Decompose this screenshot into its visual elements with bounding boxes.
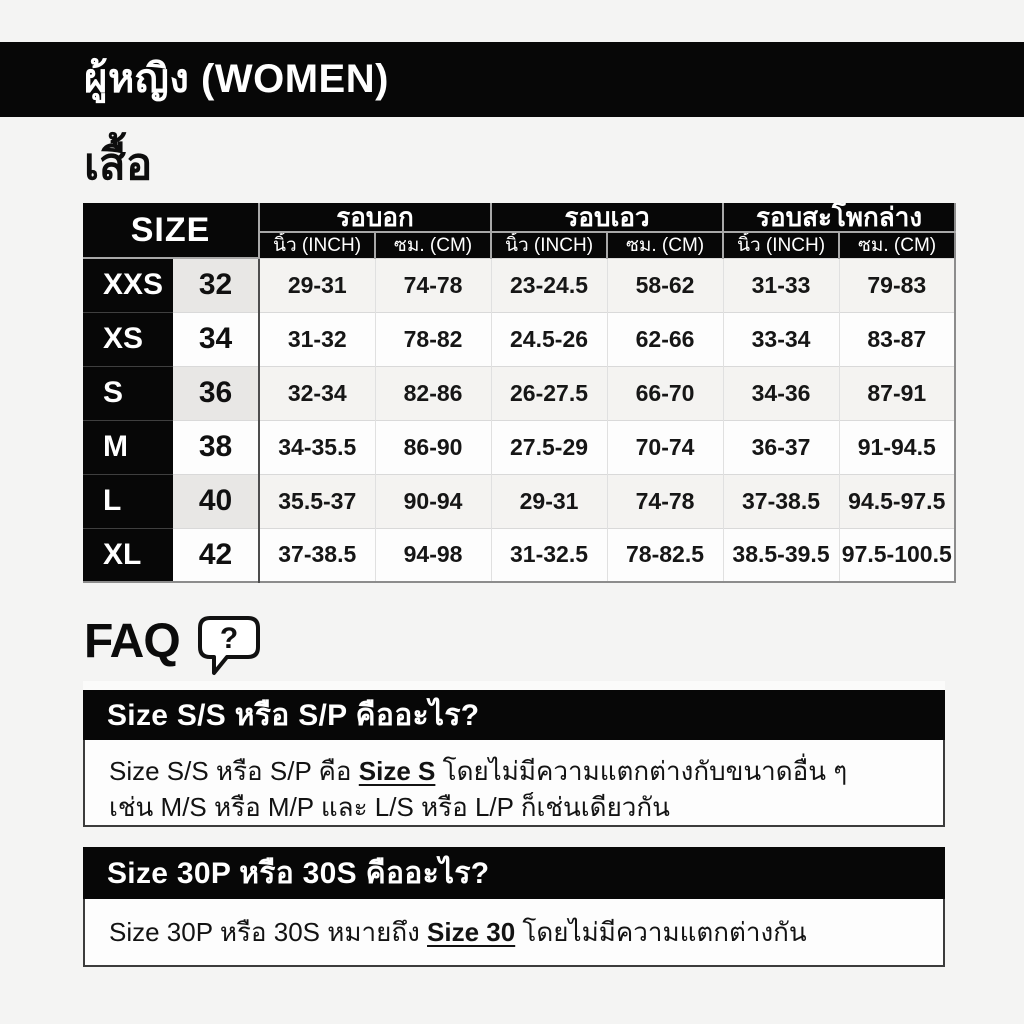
size-label-cell: XS [83, 312, 173, 366]
measure-cell: 94-98 [375, 528, 491, 582]
table-row-xs [83, 312, 955, 366]
measure-cell: 32-34 [259, 366, 375, 420]
faq-answer-text: Size 30P หรือ 30S หมายถึง [109, 917, 428, 947]
size-label-cell: L [83, 474, 173, 528]
measure-cell: 31-32 [259, 312, 375, 366]
faq-heading-row [84, 615, 262, 683]
size-label-cell: M [83, 420, 173, 474]
measure-cell: 29-31 [259, 258, 375, 312]
size-corner-header: SIZE [83, 203, 259, 258]
faq-box-top-strip [83, 681, 945, 690]
size-label-cell: XXS [83, 258, 173, 312]
faq-question-bar: Size S/S หรือ S/P คืออะไร? [83, 690, 945, 740]
group-header-waist: รอบเอว [491, 203, 723, 232]
measure-cell: 97.5-100.5 [839, 528, 955, 582]
question-bubble-icon [196, 614, 262, 683]
measure-cell: 74-78 [375, 258, 491, 312]
svg-text:?: ? [219, 622, 238, 655]
table-row-xl [83, 528, 955, 582]
size-number-cell: 40 [173, 474, 259, 528]
measure-cell: 94.5-97.5 [839, 474, 955, 528]
measure-cell: 34-36 [723, 366, 839, 420]
measure-cell: 78-82 [375, 312, 491, 366]
size-number-cell: 34 [173, 312, 259, 366]
measure-cell: 38.5-39.5 [723, 528, 839, 582]
table-row-m [83, 420, 955, 474]
unit-header-waist-inch: นิ้ว (INCH) [491, 232, 607, 258]
measure-cell: 24.5-26 [491, 312, 607, 366]
measure-cell: 26-27.5 [491, 366, 607, 420]
measure-cell: 29-31 [491, 474, 607, 528]
faq-answer-text: โดยไม่มีความแตกต่างกับขนาดอื่น ๆ [435, 756, 848, 786]
size-number-cell: 36 [173, 366, 259, 420]
table-row-s [83, 366, 955, 420]
measure-cell: 78-82.5 [607, 528, 723, 582]
measure-cell: 90-94 [375, 474, 491, 528]
group-header-lower-hip: รอบสะโพกล่าง [723, 203, 955, 232]
measure-cell: 33-34 [723, 312, 839, 366]
measure-cell: 70-74 [607, 420, 723, 474]
table-row-l [83, 474, 955, 528]
unit-header-hip-inch: นิ้ว (INCH) [723, 232, 839, 258]
faq-item-1 [83, 690, 945, 827]
size-number-cell: 42 [173, 528, 259, 582]
measure-cell: 31-32.5 [491, 528, 607, 582]
size-number-cell: 32 [173, 258, 259, 312]
faq-heading: FAQ [84, 615, 180, 668]
faq-answer-text: โดยไม่มีความแตกต่างกัน [515, 917, 807, 947]
unit-header-chest-cm: ซม. (CM) [375, 232, 491, 258]
measure-cell: 82-86 [375, 366, 491, 420]
measure-cell: 37-38.5 [723, 474, 839, 528]
faq-answer [83, 899, 945, 967]
measure-cell: 79-83 [839, 258, 955, 312]
measure-cell: 87-91 [839, 366, 955, 420]
page-title: ผู้หญิง (WOMEN) [84, 57, 389, 101]
size-number-cell: 38 [173, 420, 259, 474]
measure-cell: 31-33 [723, 258, 839, 312]
faq-question-bar: Size 30P หรือ 30S คืออะไร? [83, 847, 945, 899]
measure-cell: 35.5-37 [259, 474, 375, 528]
faq-answer-highlight: Size S [358, 756, 436, 786]
unit-header-chest-inch: นิ้ว (INCH) [259, 232, 375, 258]
measure-cell: 37-38.5 [259, 528, 375, 582]
faq-answer-highlight: Size 30 [427, 917, 516, 947]
unit-header-waist-cm: ซม. (CM) [607, 232, 723, 258]
size-label-cell: S [83, 366, 173, 420]
measure-cell: 62-66 [607, 312, 723, 366]
section-title-shirt: เสื้อ [84, 140, 153, 189]
faq-answer [83, 740, 945, 827]
measure-cell: 74-78 [607, 474, 723, 528]
measure-cell: 27.5-29 [491, 420, 607, 474]
faq-item-2 [83, 847, 945, 967]
measure-cell: 36-37 [723, 420, 839, 474]
gender-header-bar [0, 42, 1024, 117]
size-label-cell: XL [83, 528, 173, 582]
unit-header-hip-cm: ซม. (CM) [839, 232, 955, 258]
measure-cell: 58-62 [607, 258, 723, 312]
faq-answer-text: Size S/S หรือ S/P คือ [109, 756, 359, 786]
table-row-xxs [83, 258, 955, 312]
measure-cell: 66-70 [607, 366, 723, 420]
size-table [83, 203, 956, 583]
faq-answer-text: เช่น M/S หรือ M/P และ L/S หรือ L/P ก็เช่นเดียวกัน [109, 792, 670, 822]
measure-cell: 83-87 [839, 312, 955, 366]
measure-cell: 91-94.5 [839, 420, 955, 474]
measure-cell: 34-35.5 [259, 420, 375, 474]
group-header-chest: รอบอก [259, 203, 491, 232]
measure-cell: 86-90 [375, 420, 491, 474]
measure-cell: 23-24.5 [491, 258, 607, 312]
